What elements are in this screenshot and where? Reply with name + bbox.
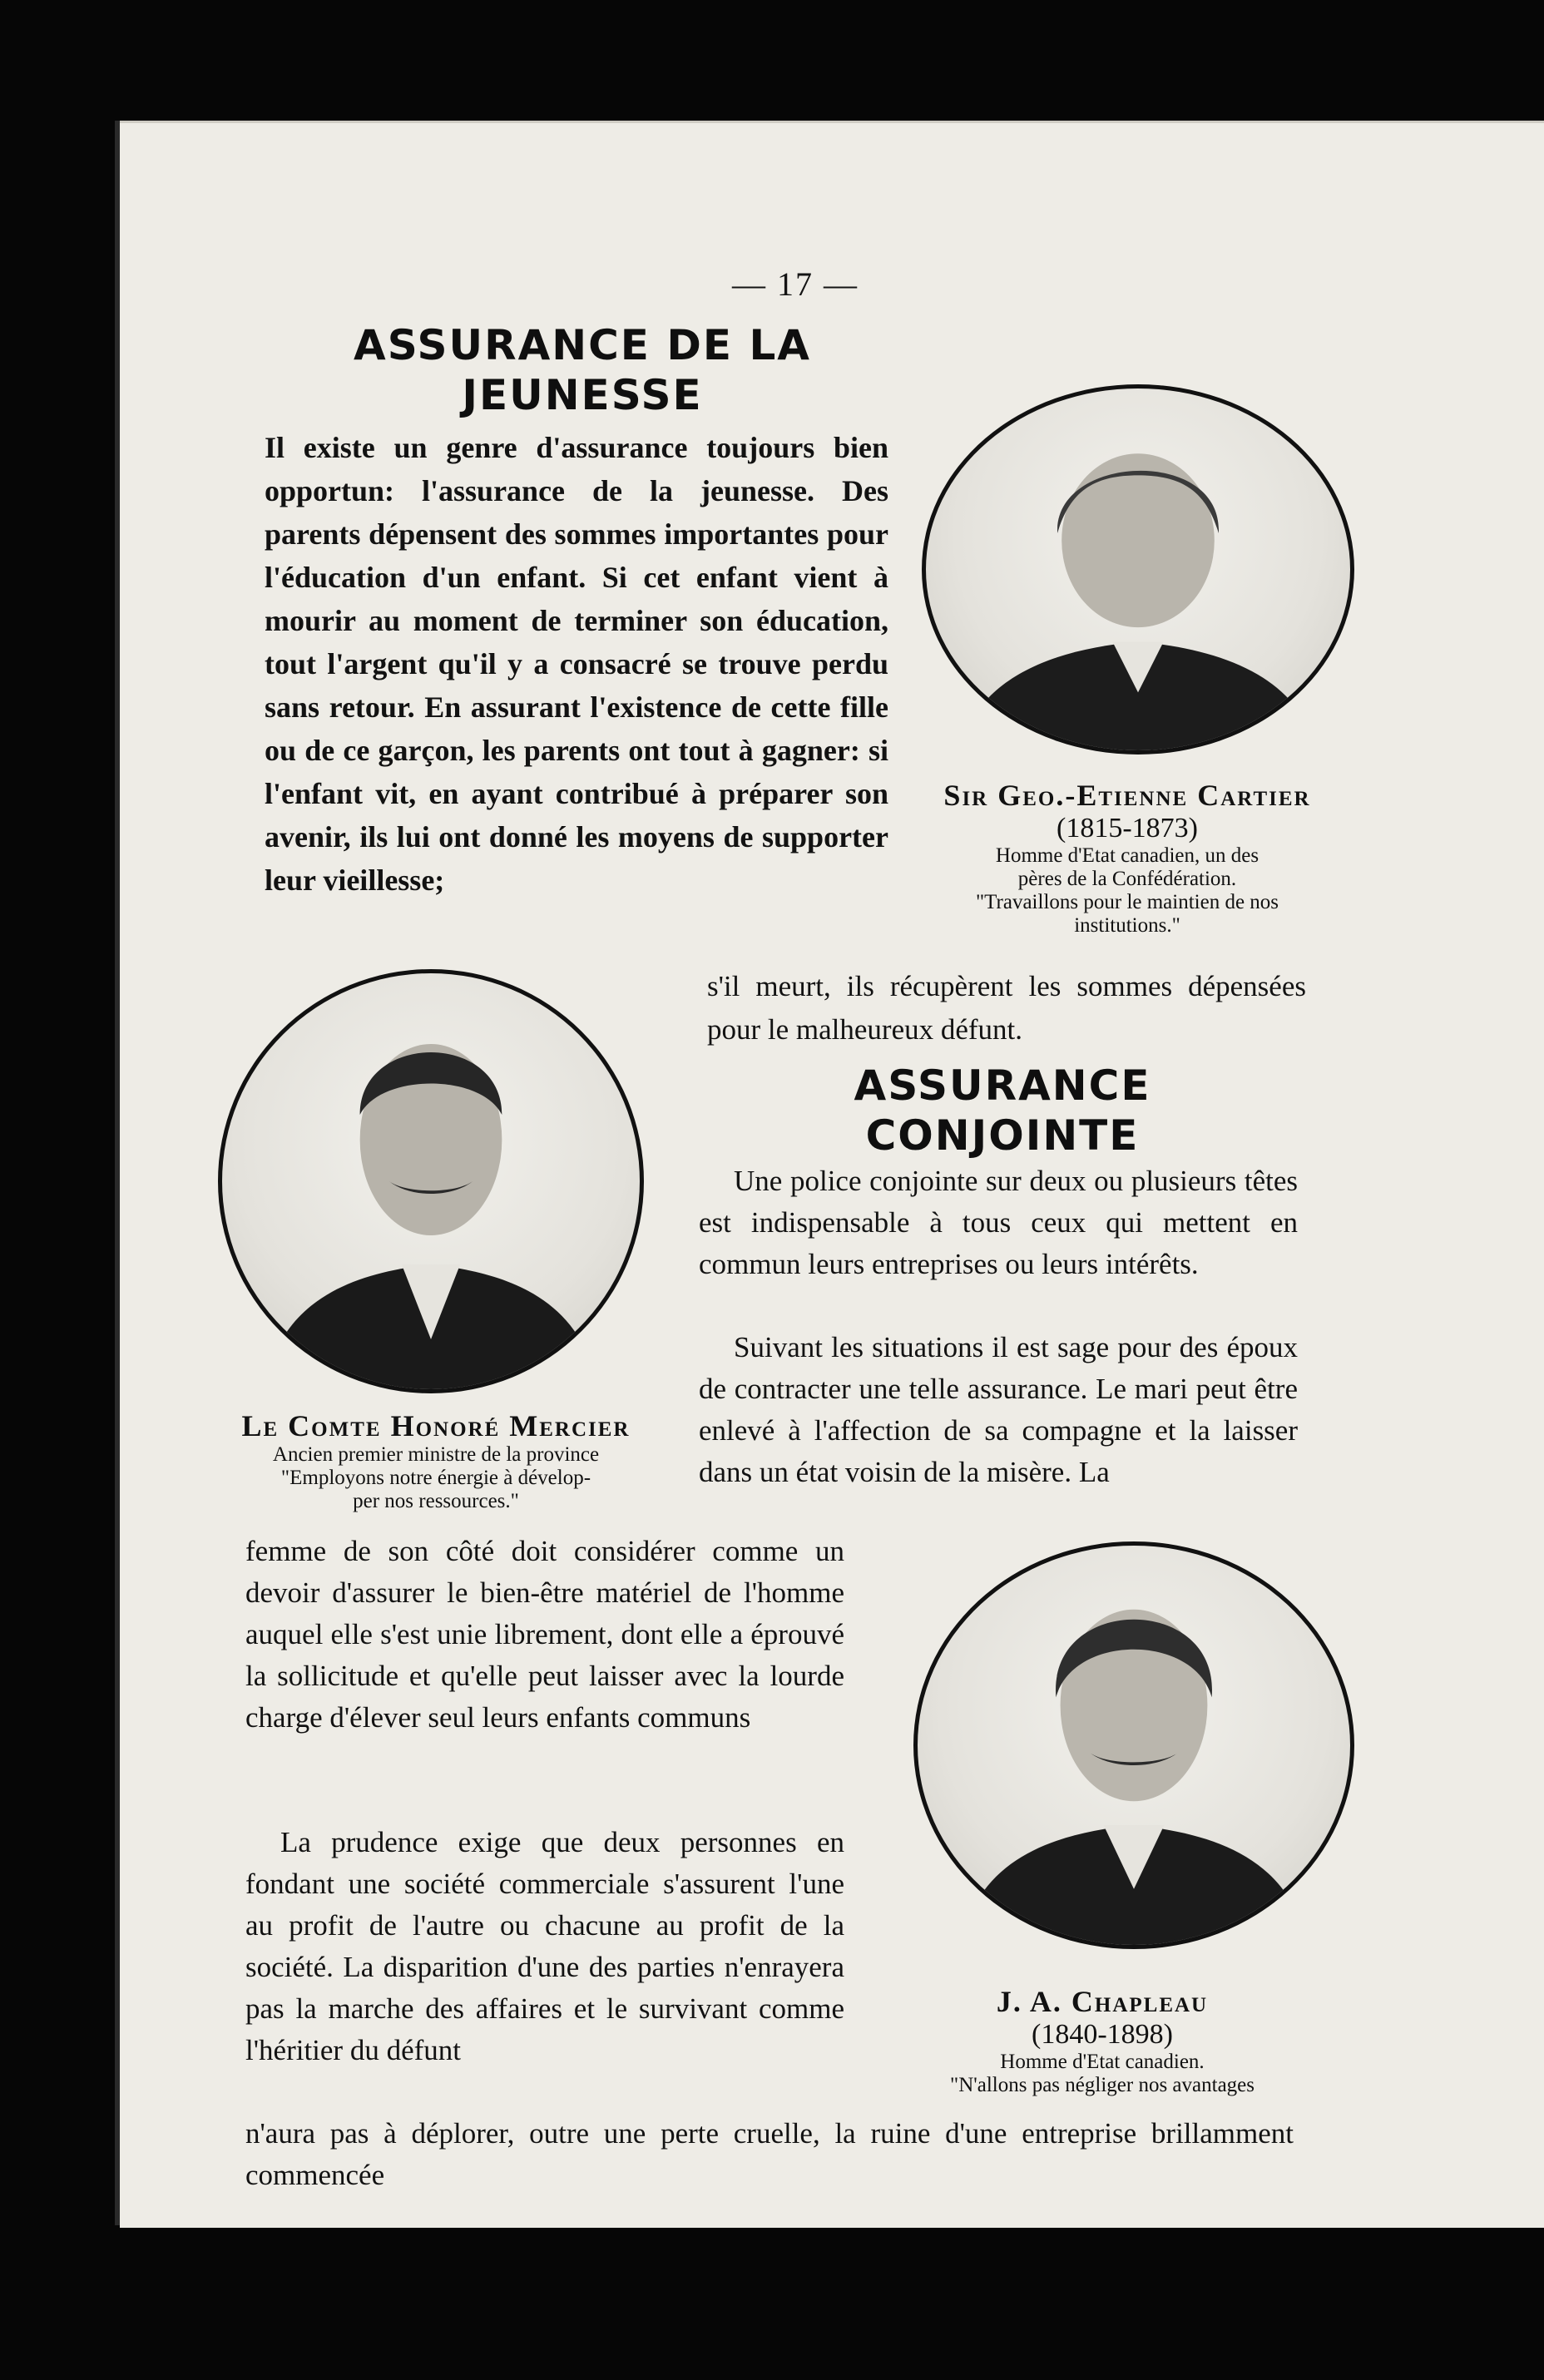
portrait-chapleau [913, 1541, 1354, 1949]
caption-cartier-quote1: "Travaillons pour le maintien de nos [975, 891, 1279, 913]
caption-cartier-dates: (1815-1873) [1057, 813, 1198, 844]
caption-cartier [894, 778, 1360, 938]
caption-cartier-line1: Homme d'Etat canadien, un des [995, 844, 1259, 867]
caption-chapleau-line1: Homme d'Etat canadien. [1000, 2051, 1205, 2073]
paragraph-conjointe-2: Suivant les situations il est sage pour des époux de contracter une telle assurance. Le mari peut être enlevé à l'affection de sa compagne et la laisser dans un état voisin de la misère. La [699, 1331, 1298, 1488]
portrait-mercier [218, 969, 644, 1393]
paragraph-conjointe-2-continued: femme de son côté doit considérer comme un devoir d'assurer le bien-être matériel de l'homme auquel elle s'est unie librement, dont elle a éprouvé la sollicitude et qu'elle peut laisser avec la lourde charge d'élever seul leurs enfants communs [245, 1535, 844, 1734]
caption-cartier-quote2: institutions." [1074, 914, 1180, 937]
portrait-cartier [922, 384, 1354, 755]
section-title-line1: ASSURANCE DE LA [354, 321, 811, 369]
caption-chapleau-quote1: "N'allons pas négliger nos avantages [949, 2074, 1254, 2096]
paragraph-jeunesse-continued: s'il meurt, ils récupèrent les sommes dépensées pour le malheureux défunt. [707, 970, 1306, 1046]
caption-chapleau [869, 1984, 1335, 2097]
paragraph-jeunesse: Il existe un genre d'assurance toujours bien opportun: l'assurance de la jeunesse. Des parents dépensent des sommes importantes pour l'éducation d'un enfant. Si cet enfant vient à mourir au moment de terminer son éducation, tout l'argent qu'il y a consacré se trouve perdu sans retour. En assurant l'existence de cette fille ou de ce garçon, les parents ont tout à gagner: si l'enfant vit, en ayant contribué à préparer son avenir, ils lui ont donné les moyens de supporter leur vieillesse; [265, 431, 888, 897]
section-title-line2: JEUNESSE [462, 371, 703, 419]
section-title-jeunesse [291, 320, 873, 420]
caption-cartier-line2: pères de la Confédération. [1017, 868, 1237, 890]
caption-mercier [196, 1408, 676, 1513]
caption-mercier-name: Le Comte Honoré Mercier [241, 1409, 631, 1442]
caption-mercier-quote1: "Employons notre énergie à dévelop- [280, 1467, 591, 1489]
paragraph-conjointe-3: La prudence exige que deux personnes en fondant une société commerciale s'assurent l'une au profit de l'autre ou chacune au profit de la société. La disparition d'une des parties n'enrayera pas la marche des affaires et le survivant comme l'héritier du défunt [245, 1826, 844, 2066]
page-number: — 17 — [732, 265, 859, 303]
caption-chapleau-dates: (1840-1898) [1032, 2019, 1173, 2050]
paragraph-conjointe-3-end: n'aura pas à déplorer, outre une perte cruelle, la ruine d'une entreprise brillamment commencée [245, 2117, 1294, 2191]
section-title-conjointe [790, 1061, 1215, 1160]
section-title-line2: CONJOINTE [865, 1111, 1140, 1160]
paragraph-conjointe-1: Une police conjointe sur deux ou plusieurs têtes est indispensable à tous ceux qui mettent en commun leurs entreprises ou leurs intérêts. [699, 1165, 1298, 1280]
caption-mercier-quote2: per nos ressources." [353, 1490, 519, 1512]
caption-mercier-line1: Ancien premier ministre de la province [272, 1443, 600, 1466]
section-title-line1: ASSURANCE [854, 1061, 1151, 1110]
caption-chapleau-name: J. A. Chapleau [996, 1985, 1209, 2018]
caption-cartier-name: Sir Geo.-Etienne Cartier [943, 779, 1311, 812]
